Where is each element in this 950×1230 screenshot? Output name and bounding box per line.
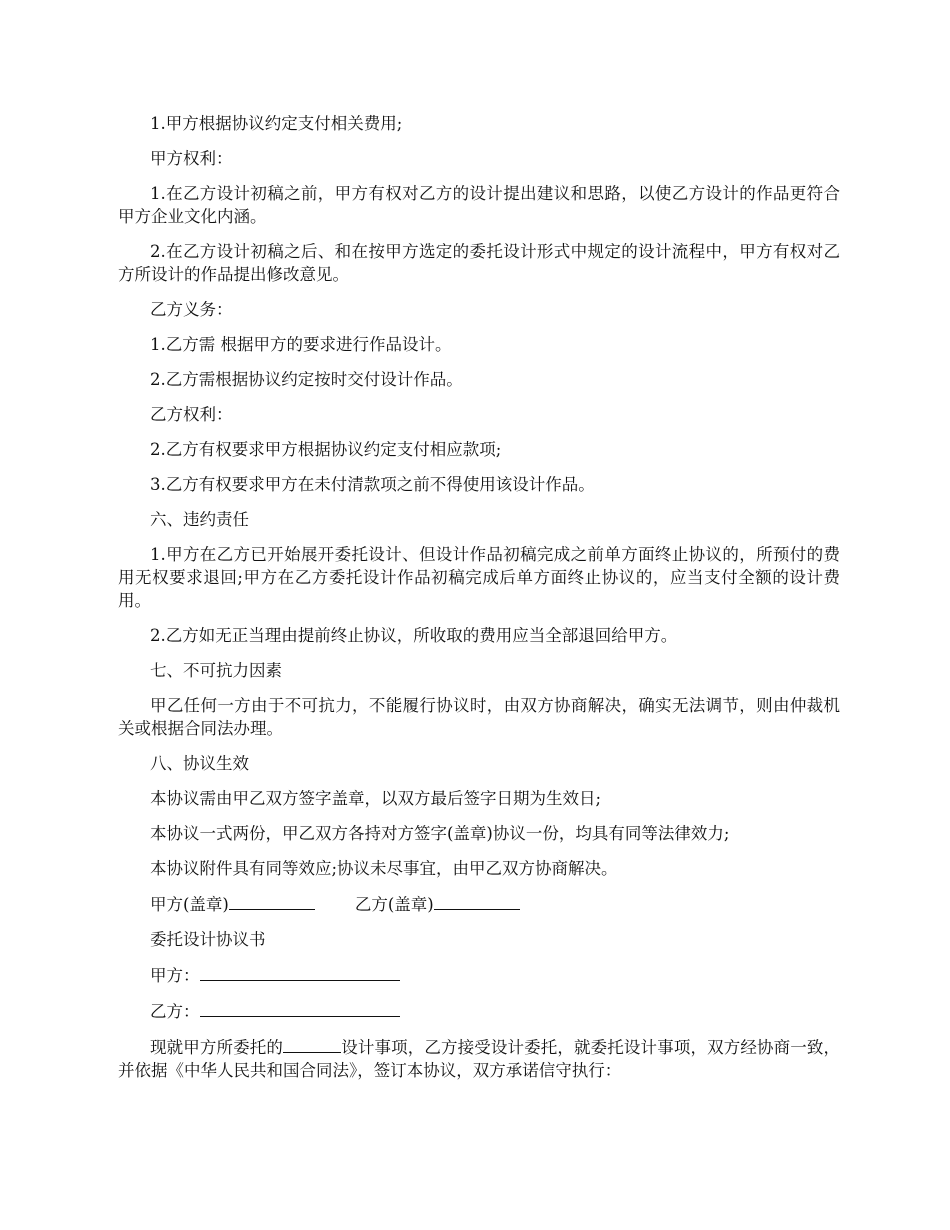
party-a-blank bbox=[200, 963, 400, 981]
section-heading: 七、不可抗力因素 bbox=[150, 661, 282, 680]
paragraph: 甲乙任何一方由于不可抗力，不能履行协议时，由双方协商解决，确实无法调节，则由仲裁机关或根据合同法办理。 bbox=[118, 696, 840, 738]
party-b-seal-blank bbox=[434, 892, 520, 910]
paragraph: 本协议附件具有同等效应;协议未尽事宜，由甲乙双方协商解决。 bbox=[150, 859, 618, 878]
section-heading: 六、违约责任 bbox=[150, 510, 249, 529]
paragraph: 本协议一式两份，甲乙双方各持对方签字(盖章)协议一份，均具有同等法律效力; bbox=[150, 824, 730, 843]
party-a-seal bbox=[150, 892, 315, 916]
document-title: 委托设计协议书 bbox=[150, 930, 266, 949]
party-b-label: 乙方： bbox=[150, 1002, 200, 1021]
party-a-line bbox=[150, 963, 840, 987]
paragraph: 3.乙方有权要求甲方在未付清款项之前不得使用该设计作品。 bbox=[150, 475, 595, 494]
party-a-label: 甲方： bbox=[150, 966, 200, 985]
party-b-seal bbox=[355, 892, 520, 916]
signature-row bbox=[150, 892, 840, 916]
design-matter-blank bbox=[283, 1035, 341, 1053]
paragraph: 2.在乙方设计初稿之后、和在按甲方选定的委托设计形式中规定的设计流程中，甲方有权对乙方所设计的作品提出修改意见。 bbox=[118, 242, 840, 284]
party-a-seal-label: 甲方(盖章) bbox=[150, 895, 229, 914]
paragraph: 2.乙方如无正当理由提前终止协议，所收取的费用应当全部退回给甲方。 bbox=[150, 626, 678, 645]
section-heading: 乙方义务： bbox=[150, 300, 233, 319]
party-a-seal-blank bbox=[229, 892, 315, 910]
paragraph: 1.乙方需 根据甲方的要求进行作品设计。 bbox=[150, 335, 452, 354]
paragraph: 2.乙方需根据协议约定按时交付设计作品。 bbox=[150, 370, 463, 389]
party-b-line bbox=[150, 999, 840, 1023]
intro-paragraph bbox=[118, 1035, 840, 1082]
document-page bbox=[118, 112, 840, 1094]
paragraph: 1.甲方在乙方已开始展开委托设计、但设计作品初稿完成之前单方面终止协议的，所预付的费用无权要求退回;甲方在乙方委托设计作品初稿完成后单方面终止协议的，应当支付全额的设计费用。 bbox=[118, 545, 840, 610]
section-heading: 甲方权利： bbox=[150, 149, 233, 168]
paragraph: 1.甲方根据协议约定支付相关费用; bbox=[150, 114, 403, 133]
paragraph: 1.在乙方设计初稿之前，甲方有权对乙方的设计提出建议和思路，以使乙方设计的作品更符合甲方企业文化内涵。 bbox=[118, 184, 840, 226]
section-heading: 乙方权利： bbox=[150, 405, 233, 424]
paragraph: 本协议需由甲乙双方签字盖章，以双方最后签字日期为生效日; bbox=[150, 789, 602, 808]
intro-after: 设计事项，乙方接受设计委托，就委托设计事项，双方经协商一致，并依据《中华人民共和国合同法》，签订本协议，双方承诺信守执行： bbox=[118, 1038, 841, 1080]
intro-before: 现就甲方所委托的 bbox=[150, 1038, 284, 1057]
party-b-blank bbox=[200, 999, 400, 1017]
section-heading: 八、协议生效 bbox=[150, 754, 249, 773]
paragraph: 2.乙方有权要求甲方根据协议约定支付相应款项; bbox=[150, 440, 502, 459]
party-b-seal-label: 乙方(盖章) bbox=[354, 895, 434, 914]
